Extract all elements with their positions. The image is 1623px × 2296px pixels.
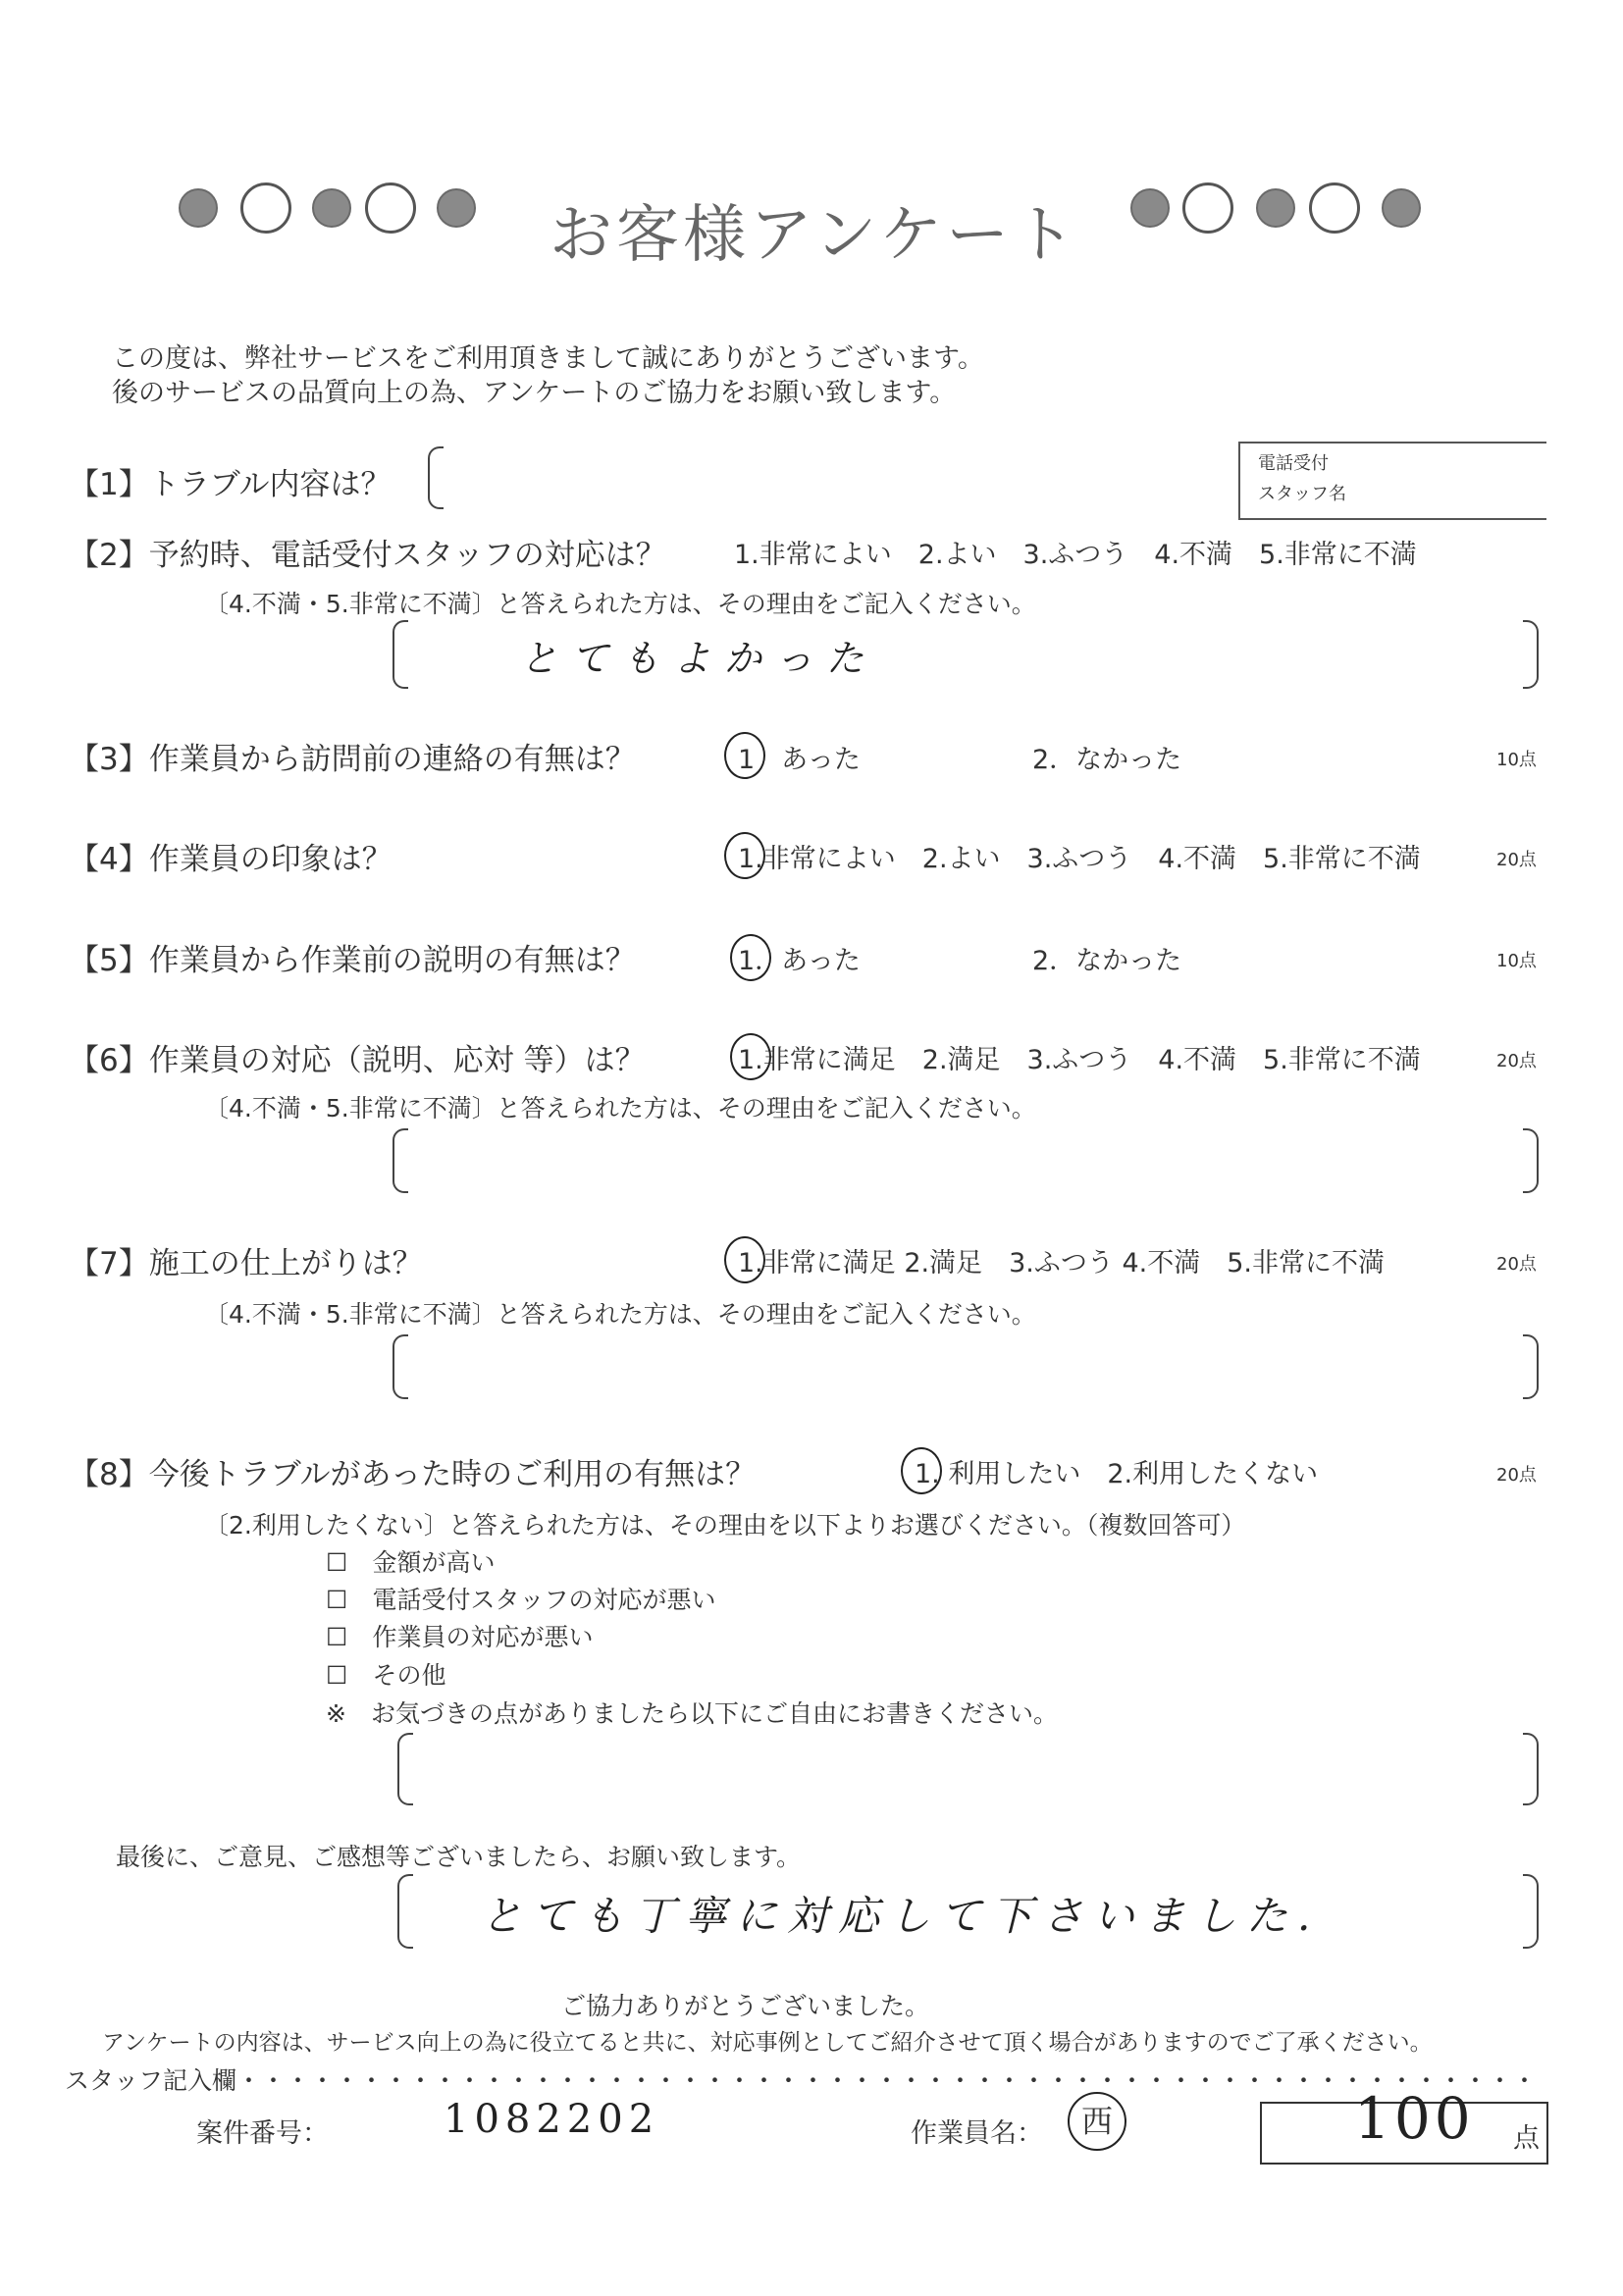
q4-points: 20点 bbox=[1496, 850, 1537, 870]
q8-bracket-right bbox=[1523, 1733, 1539, 1805]
q6-options[interactable]: 1.非常に満足 2.満足 3.ふつう 4.不満 5.非常に不満 bbox=[738, 1045, 1421, 1075]
open-circle-icon bbox=[1309, 183, 1360, 234]
worker-name-label: 作業員名： bbox=[911, 2118, 1043, 2149]
q7-label: 【7】施工の仕上がりは？ bbox=[69, 1246, 423, 1281]
open-circle-icon bbox=[365, 183, 416, 234]
filled-dot-icon bbox=[1382, 188, 1421, 228]
q8-check-item[interactable] bbox=[326, 1656, 445, 1692]
q8-note: 〔2.利用したくない〕と答えられた方は、その理由を以下よりお選びください。（複数回答可） bbox=[204, 1511, 1246, 1539]
score-unit: 点 bbox=[1513, 2123, 1540, 2154]
q6-bracket-right bbox=[1523, 1128, 1539, 1193]
q8-remark: ※ お気づきの点がありましたら以下にご自由にお書きください。 bbox=[326, 1699, 1058, 1728]
q8-options[interactable]: 1. 利用したい 2.利用したくない bbox=[915, 1459, 1319, 1489]
q8-check-label: 電話受付スタッフの対応が悪い bbox=[372, 1586, 716, 1614]
checkbox-icon[interactable]: ☐ bbox=[326, 1623, 348, 1651]
q3-option-1[interactable]: 1 あった bbox=[738, 745, 861, 775]
case-number-label: 案件番号： bbox=[196, 2118, 329, 2149]
q5-points: 10点 bbox=[1496, 951, 1537, 971]
q7-points: 20点 bbox=[1496, 1254, 1537, 1275]
q2-options[interactable]: 1.非常によい 2.よい 3.ふつう 4.不満 5.非常に不満 bbox=[734, 540, 1417, 570]
final-bracket-right bbox=[1523, 1874, 1539, 1949]
score-value[interactable]: 100 bbox=[1354, 2085, 1475, 2152]
q1-answer-field[interactable] bbox=[451, 459, 1197, 498]
filled-dot-icon bbox=[1256, 188, 1295, 228]
q3-points: 10点 bbox=[1496, 750, 1537, 770]
checkbox-icon[interactable]: ☐ bbox=[326, 1661, 348, 1690]
final-label: 最後に、ご意見、ご感想等ございましたら、お願い致します。 bbox=[116, 1843, 802, 1871]
q1-bracket-left bbox=[428, 446, 444, 509]
intro-line-2: 後のサービスの品質向上の為、アンケートのご協力をお願い致します。 bbox=[112, 378, 957, 408]
case-number-value[interactable]: 1082202 bbox=[444, 2097, 660, 2142]
q7-bracket-right bbox=[1523, 1334, 1539, 1399]
q8-points: 20点 bbox=[1496, 1465, 1537, 1486]
worker-seal bbox=[1068, 2092, 1126, 2151]
q5-option-2[interactable]: 2．なかった bbox=[1032, 946, 1182, 976]
phone-staff-label1: 電話受付 bbox=[1258, 453, 1329, 474]
q8-check-label: 金額が高い bbox=[372, 1548, 496, 1577]
q8-label: 【8】今後トラブルがあった時のご利用の有無は？ bbox=[69, 1457, 757, 1492]
q5-option-1[interactable]: 1．あった bbox=[738, 946, 861, 976]
q8-check-item[interactable] bbox=[326, 1618, 593, 1653]
q5-label: 【5】作業員から作業前の説明の有無は？ bbox=[69, 943, 636, 978]
q6-label: 【6】作業員の対応（説明、応対 等）は？ bbox=[69, 1043, 646, 1078]
worker-seal-text: 西 bbox=[1080, 2103, 1113, 2140]
q3-label: 【3】作業員から訪問前の連絡の有無は？ bbox=[69, 742, 636, 777]
footer-thanks: ご協力ありがとうございました。 bbox=[561, 1992, 930, 2020]
filled-dot-icon bbox=[437, 188, 476, 228]
filled-dot-icon bbox=[179, 188, 218, 228]
intro-line-1: この度は、弊社サービスをご利用頂きまして誠にありがとうございます。 bbox=[112, 343, 984, 374]
q8-check-item[interactable] bbox=[326, 1543, 495, 1579]
q8-check-item[interactable] bbox=[326, 1581, 715, 1616]
checkbox-icon[interactable]: ☐ bbox=[326, 1586, 348, 1614]
q2-label: 【2】予約時、電話受付スタッフの対応は？ bbox=[69, 538, 666, 573]
open-circle-icon bbox=[240, 183, 291, 234]
q7-options[interactable]: 1.非常に満足 2.満足 3.ふつう 4.不満 5.非常に不満 bbox=[738, 1248, 1385, 1278]
footer-disclaimer: アンケートの内容は、サービス向上の為に役立てると共に、対応事例としてご紹介させて頂く場合がありますのでご了承ください。 bbox=[102, 2030, 1433, 2056]
checkbox-icon[interactable]: ☐ bbox=[326, 1548, 348, 1577]
staff-field-label: スタッフ記入欄・・・・・・・・・・・・・・・・・・・・・・・・・・・・・・・・・・・・・・・・・・・・・・・・・・・・・ bbox=[65, 2066, 1538, 2095]
q2-bracket-right bbox=[1523, 620, 1539, 689]
page-title: お客様アンケート bbox=[550, 199, 1080, 272]
final-handwritten-comment[interactable]: とても丁寧に対応して下さいました. bbox=[481, 1892, 1321, 1940]
q8-check-label: その他 bbox=[372, 1661, 446, 1690]
q8-check-label: 作業員の対応が悪い bbox=[372, 1623, 594, 1651]
final-bracket-left bbox=[397, 1874, 413, 1949]
filled-dot-icon bbox=[1130, 188, 1170, 228]
q2-note: 〔4.不満・5.非常に不満〕と答えられた方は、その理由をご記入ください。 bbox=[204, 590, 1036, 618]
q7-note: 〔4.不満・5.非常に不満〕と答えられた方は、その理由をご記入ください。 bbox=[204, 1300, 1036, 1329]
q7-bracket-left bbox=[393, 1334, 408, 1399]
q3-option-2[interactable]: 2．なかった bbox=[1032, 745, 1182, 775]
q6-note: 〔4.不満・5.非常に不満〕と答えられた方は、その理由をご記入ください。 bbox=[204, 1094, 1036, 1122]
q8-bracket-left bbox=[397, 1733, 413, 1805]
open-circle-icon bbox=[1182, 183, 1233, 234]
phone-staff-label2: スタッフ名 bbox=[1258, 484, 1346, 504]
q2-handwritten-answer[interactable]: とてもよかった bbox=[520, 637, 878, 680]
q6-points: 20点 bbox=[1496, 1051, 1537, 1071]
q6-bracket-left bbox=[393, 1128, 408, 1193]
q1-label: 【1】トラブル内容は？ bbox=[69, 467, 392, 502]
filled-dot-icon bbox=[312, 188, 351, 228]
q2-bracket-left bbox=[393, 620, 408, 689]
q4-options[interactable]: 1.非常によい 2.よい 3.ふつう 4.不満 5.非常に不満 bbox=[738, 844, 1421, 874]
q4-label: 【4】作業員の印象は？ bbox=[69, 842, 393, 877]
